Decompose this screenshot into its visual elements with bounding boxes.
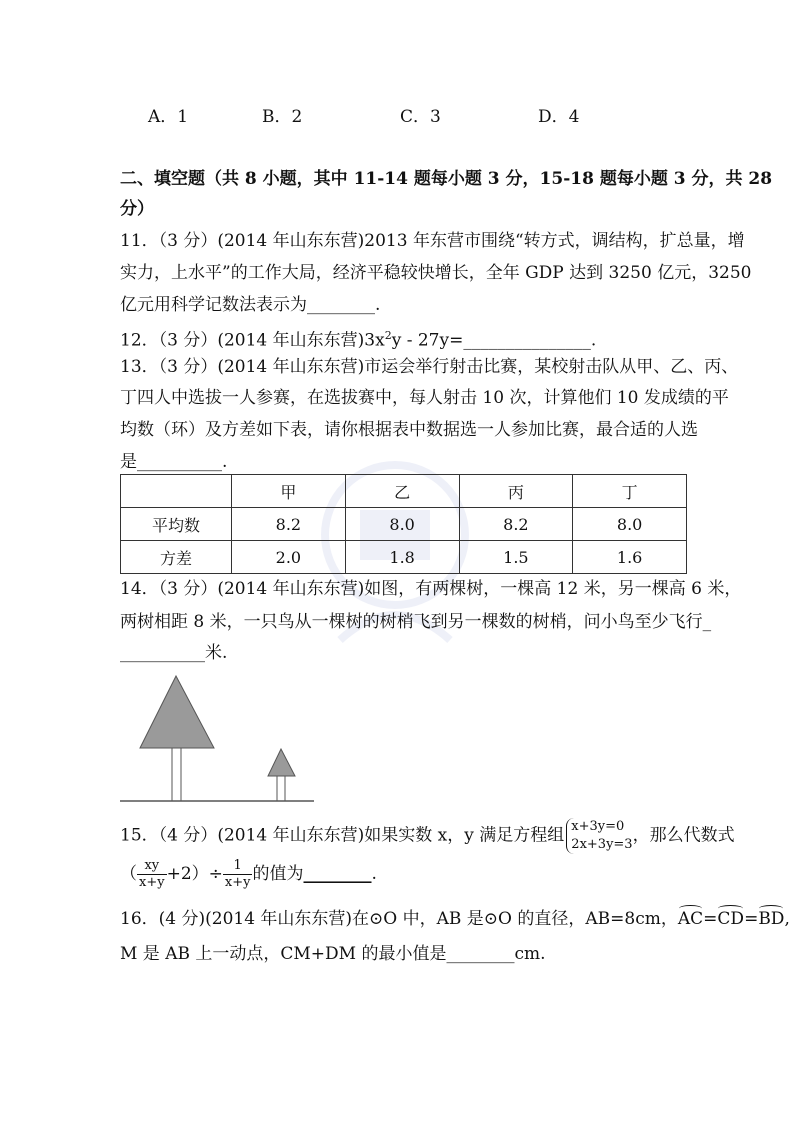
q15-plus: +2）÷ — [166, 864, 223, 884]
table-cell: 8.0 — [573, 508, 687, 541]
table-header-cell: 乙 — [345, 475, 459, 508]
fraction-numerator: 1 — [223, 858, 253, 875]
table-header-cell: 丙 — [459, 475, 573, 508]
table-cell: 8.2 — [459, 508, 573, 541]
scores-table — [120, 474, 687, 574]
q15-open: （ — [120, 864, 137, 884]
option-d: D．4 — [538, 107, 580, 127]
q15-line1 — [120, 818, 735, 854]
section-heading-line2: 分） — [120, 199, 154, 219]
fraction-numerator: xy — [137, 858, 167, 875]
table-row — [121, 541, 687, 574]
short-tree-trunk — [277, 776, 285, 801]
arc-bd: BD — [758, 909, 785, 929]
equation-2: 2x+3y=3 — [571, 837, 633, 852]
q14-line3: __________米. — [120, 643, 228, 663]
q12-pre: 12．（3 分）(2014 年山东东营)3x — [120, 330, 385, 351]
q16-line1 — [120, 908, 790, 930]
fraction-denominator: x+y — [139, 875, 165, 890]
q16-pre: 16．(4 分)(2014 年山东东营)在⊙O 中，AB 是⊙O 的直径，AB=8cm， — [120, 909, 678, 929]
q14-line2: 两树相距 8 米，一只鸟从一棵树的树梢飞到另一棵数的树梢，问小鸟至少飞行_ — [120, 612, 712, 632]
q15-blank: ________ — [303, 864, 372, 884]
q15-tail: 的值为 — [252, 864, 304, 884]
short-tree-crown — [268, 749, 295, 776]
arc-cd: CD — [717, 909, 745, 929]
table-header-cell: 丁 — [573, 475, 687, 508]
table-cell: 1.6 — [573, 541, 687, 574]
equals-sign: = — [703, 909, 718, 929]
q14-line1: 14．（3 分）(2014 年山东东营)如图，有两棵树，一棵高 12 米，另一棵高 6 米， — [120, 579, 742, 599]
table-cell: 8.0 — [345, 508, 459, 541]
table-cell: 8.2 — [232, 508, 346, 541]
q12-line — [120, 325, 596, 352]
table-header-row — [121, 475, 687, 508]
equals-sign: = — [744, 909, 759, 929]
table-header-cell: 甲 — [232, 475, 346, 508]
q13-line4: 是__________. — [120, 452, 228, 472]
option-a: A．1 — [148, 107, 189, 127]
table-row — [121, 508, 687, 541]
trees-figure — [118, 672, 318, 807]
arc-ac: AC — [677, 909, 704, 929]
option-b: B．2 — [262, 107, 303, 127]
row-label: 方差 — [121, 541, 232, 574]
tall-tree-crown — [140, 676, 214, 748]
q11-line2: 实力，上水平”的工作大局，经济平稳较快增长，全年 GDP 达到 3250 亿元，3250 — [120, 263, 752, 283]
q13-line1: 13．（3 分）(2014 年山东东营)市运会举行射击比赛，某校射击队从甲、乙、丙、 — [120, 357, 739, 377]
fraction-xy-over-x-plus-y — [137, 858, 167, 891]
tall-tree-trunk — [172, 748, 181, 801]
q15-end: . — [371, 864, 377, 884]
q15-line2 — [120, 858, 377, 891]
q15-post: ，那么代数式 — [632, 825, 735, 846]
q15-pre: 15．（4 分）(2014 年山东东营)如果实数 x，y 满足方程组 — [120, 825, 565, 846]
table-cell: 1.5 — [459, 541, 573, 574]
fraction-denominator: x+y — [224, 875, 251, 890]
table-cell: 2.0 — [232, 541, 346, 574]
q12-sup: 2 — [384, 329, 392, 342]
q16-line2: M 是 AB 上一动点，CM+DM 的最小值是________cm. — [120, 944, 546, 964]
q11-line1: 11．（3 分）(2014 年山东东营)2013 年东营市围绕“转方式，调结构，扩总量，增 — [120, 231, 745, 251]
row-label: 平均数 — [121, 508, 232, 541]
section-heading-line1: 二、填空题（共 8 小题，其中 11-14 题每小题 3 分，15-18 题每小题 3 分，共 28 — [120, 169, 773, 189]
table-header-cell — [121, 475, 232, 508]
equation-system — [566, 818, 632, 854]
q16-comma: , — [784, 909, 790, 929]
option-c: C．3 — [400, 107, 441, 127]
q13-line2: 丁四人中选拔一人参赛，在选拔赛中，每人射击 10 次，计算他们 10 发成绩的平 — [120, 388, 729, 408]
equation-1: x+3y=0 — [571, 819, 625, 834]
q13-line3: 均数（环）及方差如下表，请你根据表中数据选一人参加比赛，最合适的人选 — [120, 420, 698, 440]
q12-post: y - 27y=_______________. — [391, 330, 597, 351]
q11-line3: 亿元用科学记数法表示为________. — [120, 295, 381, 315]
table-cell: 1.8 — [345, 541, 459, 574]
fraction-1-over-x-plus-y — [223, 858, 253, 891]
